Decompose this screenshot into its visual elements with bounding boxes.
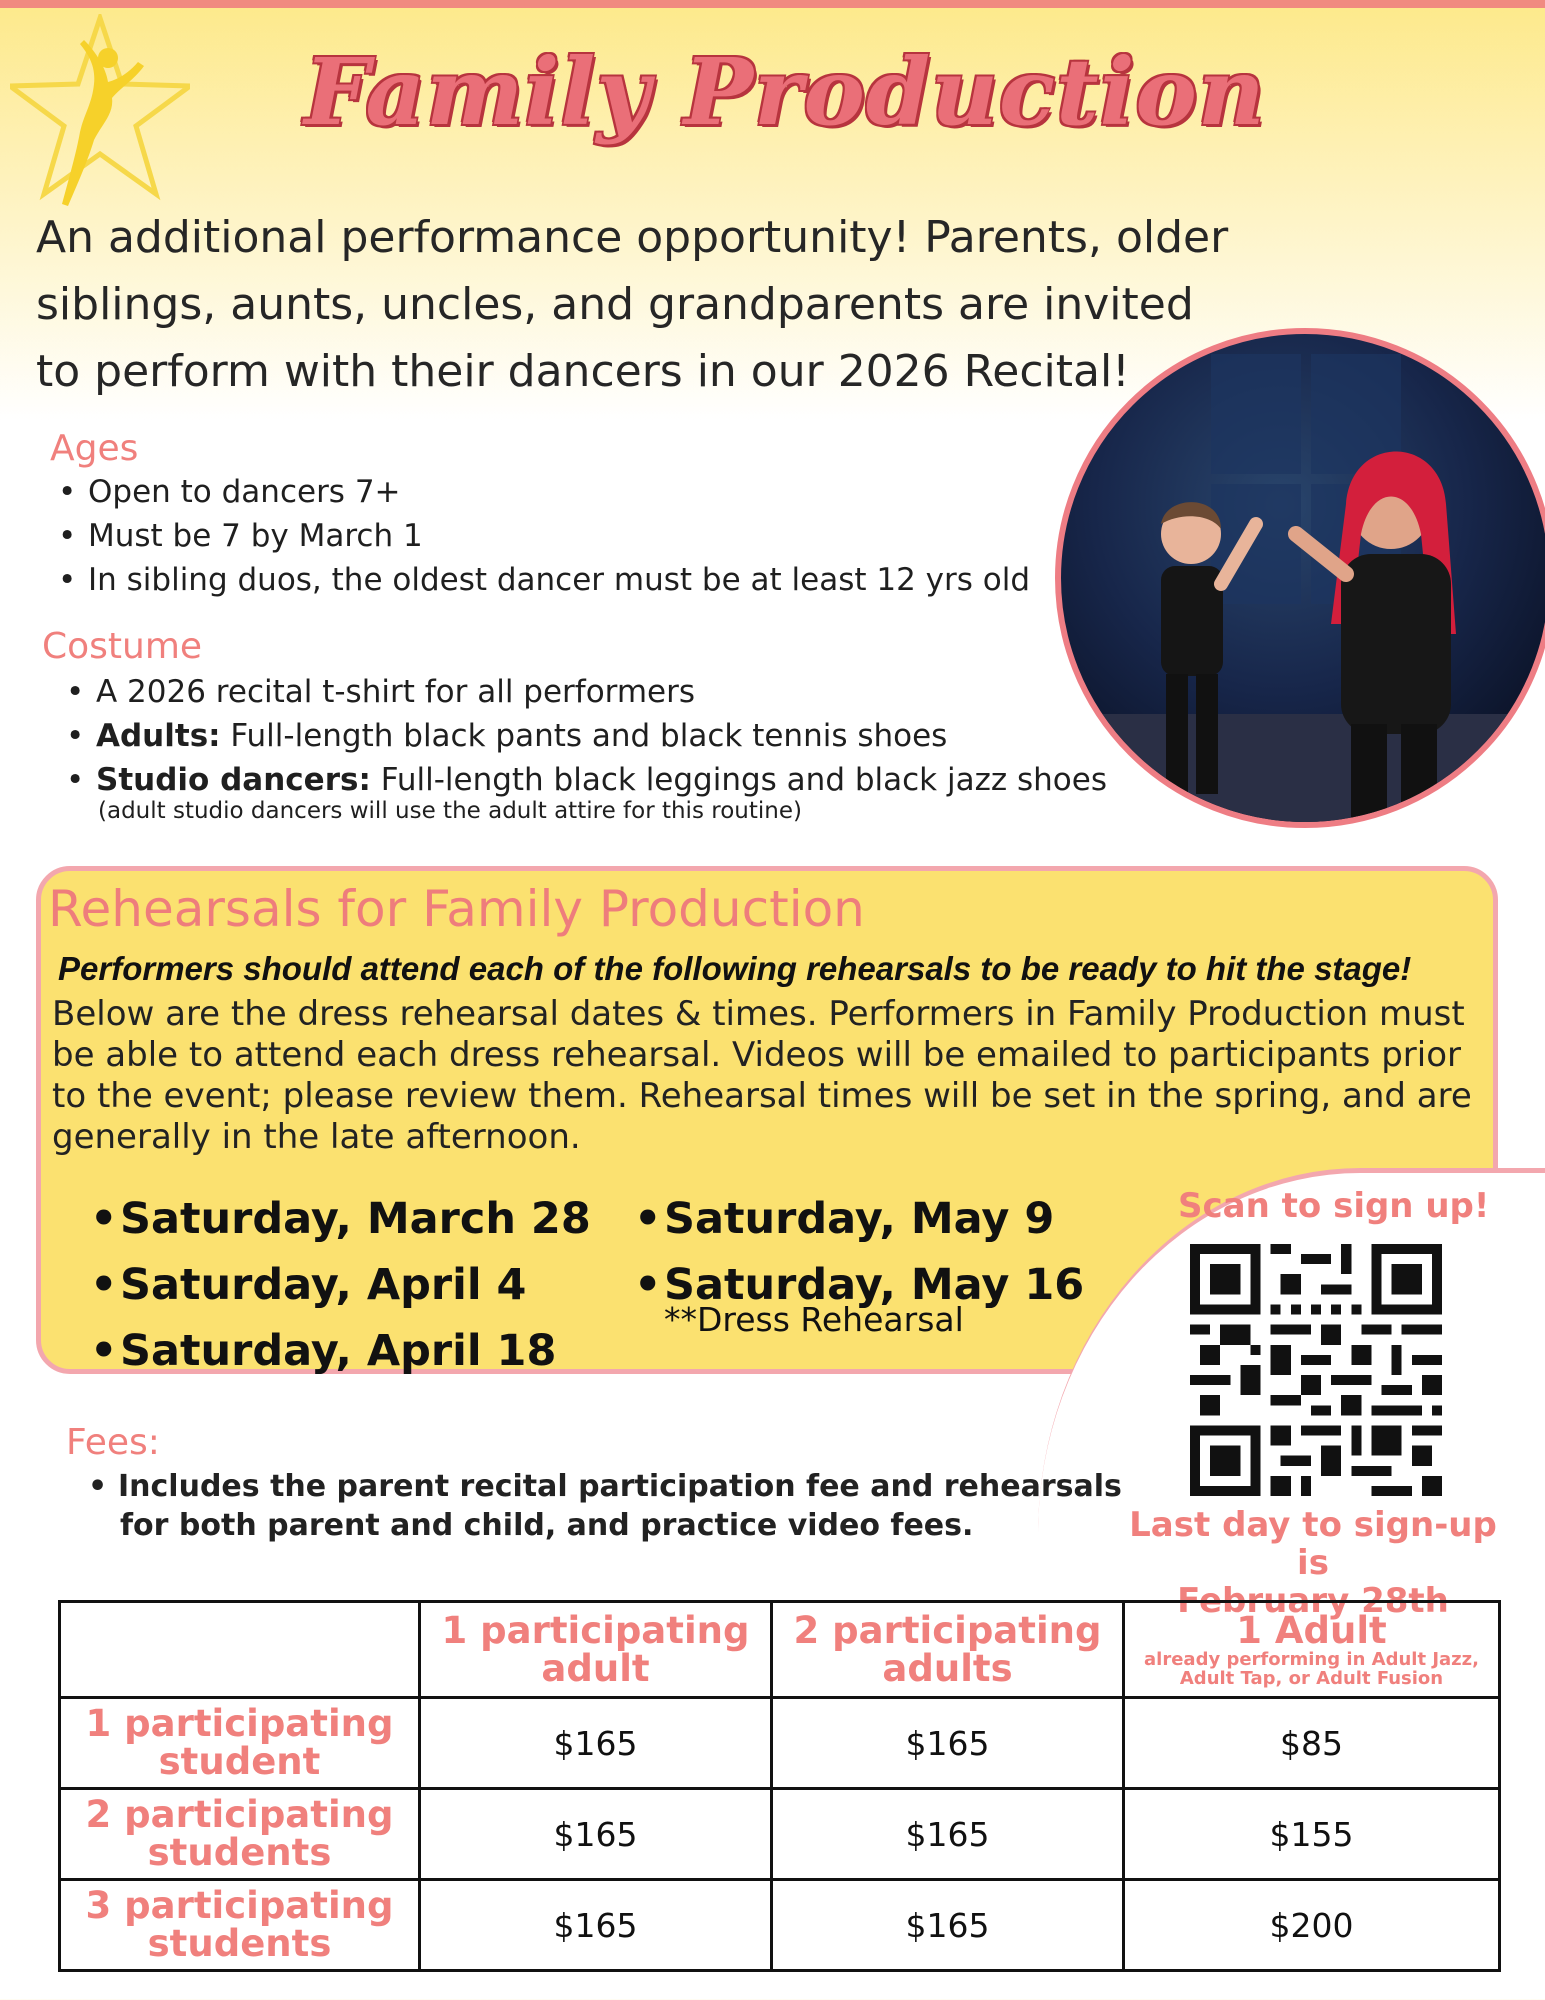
- costume-list: [56, 670, 1107, 802]
- stage-illustration: [1061, 334, 1545, 828]
- description-line: be able to attend each dress rehearsal. Videos will be emailed to participants prior: [52, 1035, 1461, 1075]
- fees-list: [78, 1466, 1122, 1508]
- table-corner-cell: [60, 1602, 420, 1698]
- column-header: [1124, 1602, 1500, 1698]
- deadline-line: February 28th: [1177, 1581, 1449, 1621]
- intro-line: siblings, aunts, uncles, and grandparents are invited: [36, 279, 1194, 330]
- row-header: 2 participating students: [60, 1789, 420, 1880]
- price-cell: $165: [420, 1789, 772, 1880]
- table-header-row: [60, 1602, 1500, 1698]
- fees-heading: Fees:: [66, 1422, 160, 1463]
- performance-photo: [1055, 328, 1545, 828]
- rehearsal-date: • Saturday, March 28: [80, 1186, 591, 1252]
- rehearsals-description: [52, 994, 1472, 1158]
- list-item: • Must be 7 by March 1: [48, 514, 1030, 558]
- intro-line: to perform with their dancers in our 2026 Recital!: [36, 346, 1130, 397]
- list-item: • Open to dancers 7+: [48, 470, 1030, 514]
- fees-table: [58, 1600, 1501, 1972]
- ages-list: [48, 470, 1030, 602]
- row-header: 1 participating student: [60, 1698, 420, 1789]
- list-item: • Includes the parent recital participation fee and rehearsals: [78, 1466, 1122, 1508]
- rehearsal-dates-right: [624, 1186, 1084, 1318]
- column-header-note: already performing in Adult Jazz, Adult Tap, or Adult Fusion: [1144, 1648, 1479, 1689]
- rehearsal-dates-left: [80, 1186, 591, 1384]
- rehearsals-heading: Rehearsals for Family Production: [48, 880, 865, 938]
- price-cell: $155: [1124, 1789, 1500, 1880]
- description-line: Below are the dress rehearsal dates & times. Performers in Family Production must: [52, 994, 1465, 1034]
- list-item: [56, 758, 1107, 802]
- price-cell: $165: [420, 1698, 772, 1789]
- ages-heading: Ages: [50, 428, 139, 469]
- column-header-label: 2 participating adults: [793, 1608, 1102, 1690]
- column-header-label: 1 participating adult: [441, 1608, 750, 1690]
- costume-text: Full-length black pants and black tennis shoes: [220, 718, 948, 754]
- column-header-label: 1 Adult: [1236, 1608, 1387, 1652]
- rehearsals-tagline: Performers should attend each of the following rehearsals to be ready to hit the stage!: [58, 950, 1412, 987]
- intro-line: An additional performance opportunity! Parents, older: [36, 212, 1229, 263]
- page-title: Family Production: [304, 38, 1266, 146]
- rehearsal-date: • Saturday, April 18: [80, 1318, 591, 1384]
- price-cell: $165: [772, 1789, 1124, 1880]
- description-line: generally in the late afternoon.: [52, 1117, 581, 1157]
- price-cell: $165: [420, 1880, 772, 1971]
- fees-continuation: for both parent and child, and practice video fees.: [120, 1508, 974, 1543]
- deadline-line: Last day to sign-up is: [1129, 1505, 1497, 1583]
- intro-text: [36, 204, 1276, 405]
- costume-text: A 2026 recital t-shirt for all performers: [96, 674, 696, 710]
- rehearsal-date: • Saturday, April 4: [80, 1252, 591, 1318]
- top-rule: [0, 0, 1545, 8]
- list-item: • In sibling duos, the oldest dancer must be at least 12 yrs old: [48, 558, 1030, 602]
- table-row: [60, 1789, 1500, 1880]
- price-cell: $200: [1124, 1880, 1500, 1971]
- price-cell: $165: [772, 1880, 1124, 1971]
- costume-note: (adult studio dancers will use the adult attire for this routine): [98, 798, 802, 824]
- rehearsal-date: • Saturday, May 9: [624, 1186, 1084, 1252]
- row-header: 3 participating students: [60, 1880, 420, 1971]
- column-header: [420, 1602, 772, 1698]
- price-cell: $85: [1124, 1698, 1500, 1789]
- costume-heading: Costume: [42, 626, 203, 667]
- description-line: to the event; please review them. Rehearsal times will be set in the spring, and are: [52, 1076, 1472, 1116]
- list-item: [56, 714, 1107, 758]
- list-item: [56, 670, 1107, 714]
- star-dancer-logo: [10, 14, 190, 214]
- costume-label: Studio dancers:: [96, 762, 371, 798]
- costume-text: Full-length black leggings and black jazz shoes: [370, 762, 1107, 798]
- costume-label: Adults:: [96, 718, 221, 754]
- scan-label: Scan to sign up!: [1178, 1186, 1490, 1226]
- rehearsal-date: • Saturday, May 16: [624, 1252, 1084, 1318]
- table-row: [60, 1698, 1500, 1789]
- price-cell: $165: [772, 1698, 1124, 1789]
- qr-code[interactable]: [1190, 1244, 1442, 1496]
- table-row: [60, 1880, 1500, 1971]
- column-header: [772, 1602, 1124, 1698]
- dress-rehearsal-note: **Dress Rehearsal: [664, 1300, 964, 1339]
